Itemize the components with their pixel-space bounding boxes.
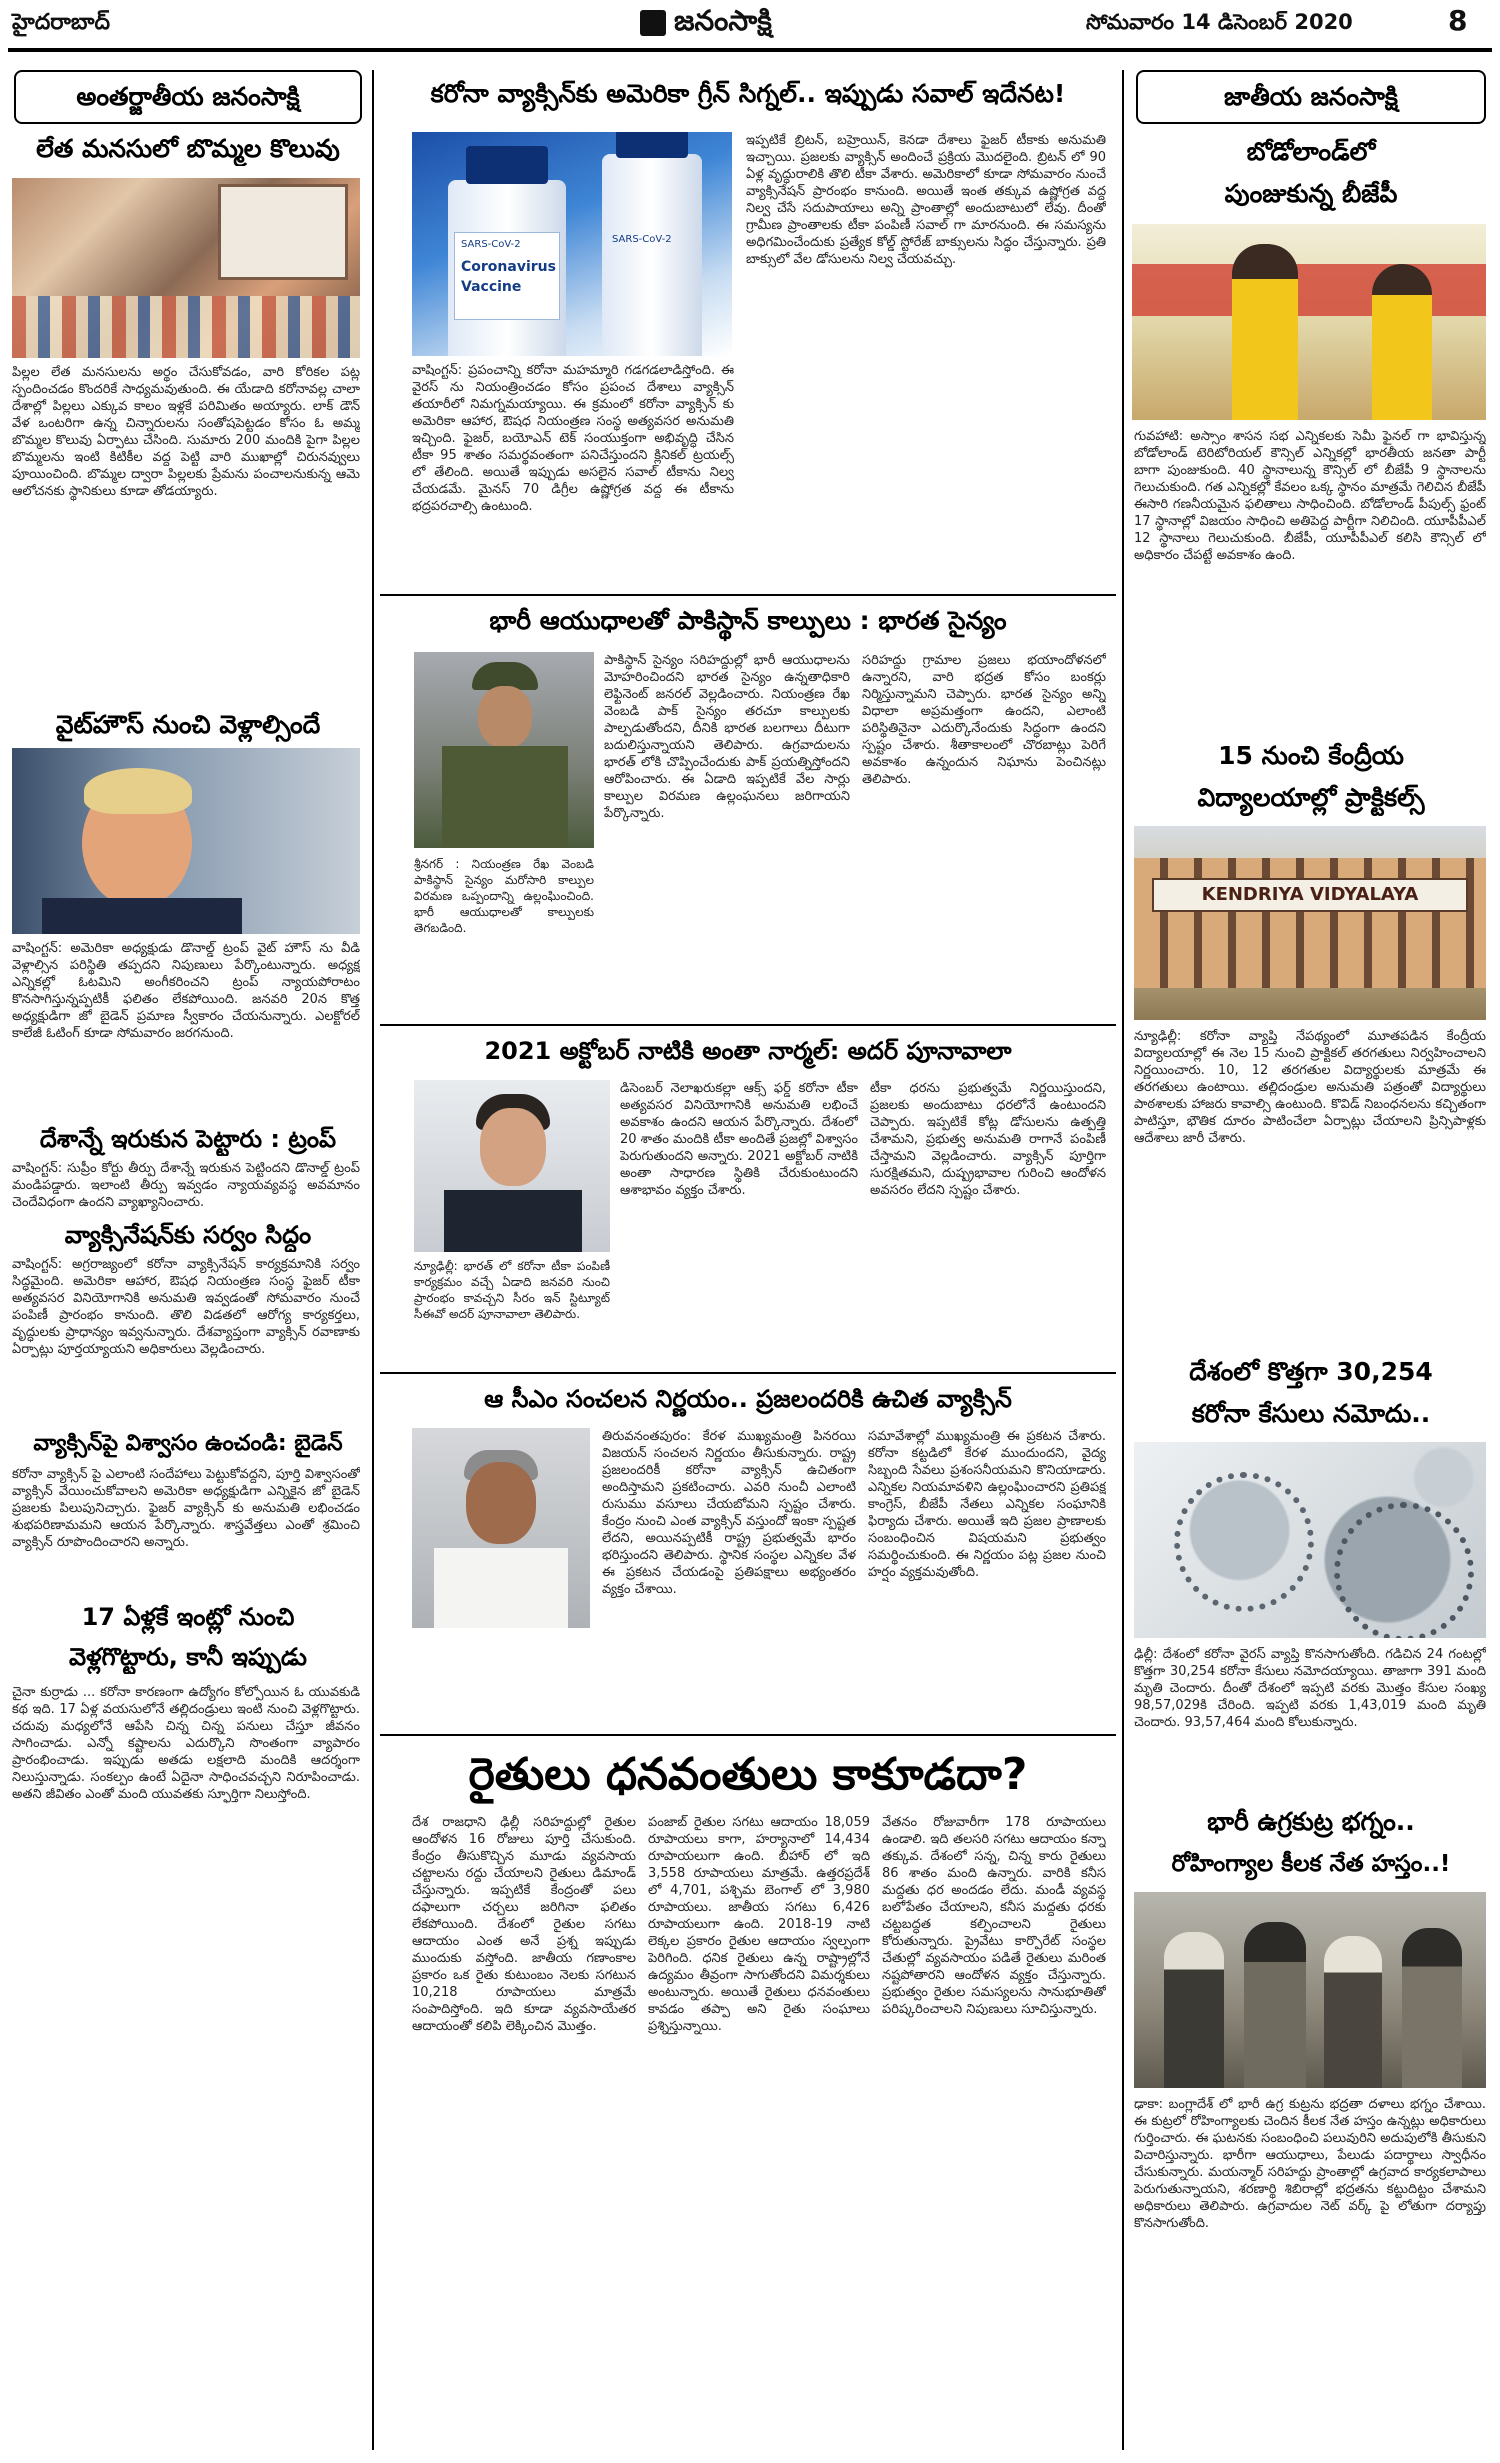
right-section-banner bbox=[1136, 70, 1486, 124]
whitehouse-body: వాషింగ్టన్: అమెరికా అధ్యక్షుడు డొనాల్డ్ ట్రంప్ వైట్ హౌస్ ను వీడి వెళ్లాల్సిన పరిస్థితి తప్పదని నిపుణులు పేర్కొంటున్నారు. అధ్యక్ష ఎన్నికల్లో ఓటమిని అంగీకరించని ట్రంప్ న్యాయపోరాటం కొనసాగిస్తున్నప్పటికీ ఫలితం లేకపోయింది. జనవరి 20న కొత్త అధ్యక్షుడిగా జో బైడెన్ ప్రమాణ స్వీకారం చేయనున్నారు. ఎలక్టోరల్ కాలేజీ ఓటింగ్ కూడా సోమవారం జరగనుంది. bbox=[12, 941, 360, 1041]
masthead-city: హైదరాబాద్ bbox=[12, 10, 110, 35]
trump-photo bbox=[12, 748, 360, 934]
home-body: చైనా కుర్రాడు ... కరోనా కారణంగా ఉద్యోగం కోల్పోయిన ఓ యువకుడి కథ ఇది. 17 ఏళ్ల వయసులోనే తల్లిదండ్రులు ఇంటి నుంచి వెళ్లగొట్టారు. చదువు మధ్యలోనే ఆపేసి చిన్న చిన్న పనులు చేస్తూ జీవనం సాగించాడు. ఎన్నో కష్టాలను ఎదుర్కొని సొంతంగా వ్యాపారం ప్రారంభించాడు. ఇప్పుడు అతడు లక్షలాది మందికి ఆదర్శంగా నిలుస్తున్నాడు. సంకల్పం ఉంటే ఏదైనా సాధించవచ్చని నిరూపించాడు. అతని జీవితం ఎంతో మంది యువతకు స్ఫూర్తిగా నిలుస్తోంది. bbox=[12, 1685, 360, 1802]
army-caption: శ్రీనగర్ : నియంత్రణ రేఖ వెంబడి పాకిస్థాన్ సైన్యం మరోసారి కాల్పుల విరమణ ఒప్పందాన్ని ఉల్లంఘించింది. భారీ ఆయుధాలతో కాల్పులకు తెగబడింది. bbox=[414, 857, 594, 935]
home-headline-line2: వెళ్లగొట్టారు, కానీ ఇప్పుడు bbox=[69, 1643, 307, 1671]
petrol-headline: దేశాన్నే ఇరుకున పెట్టారు : ట్రంప్ bbox=[39, 1125, 337, 1153]
kerala-body-a: తిరువనంతపురం: కేరళ ముఖ్యమంత్రి పినరయి విజయన్ సంచలన నిర్ణయం తీసుకున్నారు. రాష్ట్ర ప్రజలందరికీ కరోనా వ్యాక్సిన్ ఉచితంగా అందిస్తామని ప్రకటించారు. ఎవరి నుంచీ ఎలాంటి రుసుము వసూలు చేయబోమని స్పష్టం చేశారు. కేంద్రం నుంచి ఎంత వ్యాక్సిన్ వస్తుందో ఇంకా స్పష్టత లేదని, అయినప్పటికీ రాష్ట్ర ప్రభుత్వమే భారం భరిస్తుందని తెలిపారు. స్థానిక సంస్థల ఎన్నికల వేళ ఈ ప్రకటన చేయడంపై ప్రతిపక్షాలు అభ్యంతరం వ్యక్తం చేశాయి. bbox=[602, 1429, 856, 1597]
center-rule-3 bbox=[380, 1372, 1116, 1374]
poonawalla-caption: న్యూఢిల్లీ: భారత్ లో కరోనా టీకా పంపిణీ కార్యక్రమం వచ్చే ఏడాది జనవరి నుంచి ప్రారంభం కావచ్చని సీరం ఇన్ స్టిట్యూట్ సీఈవో అదర్ పూనావాలా తెలిపారు. bbox=[414, 1259, 610, 1321]
kerala-cm-photo bbox=[412, 1428, 590, 1628]
militant-3 bbox=[1324, 1936, 1382, 2088]
column-divider-right bbox=[1122, 70, 1124, 2450]
lead-body-right: ఇప్పటికే బ్రిటన్, బహ్రెయిన్, కెనడా దేశాలు ఫైజర్ టీకాకు అనుమతి ఇచ్చాయి. ప్రజలకు వ్యాక్సిన్ అందించే ప్రక్రియ మొదలైంది. బ్రిటన్ లో 90 ఏళ్ల వృద్ధురాలికి తొలి టీకా వేశారు. అమెరికాలో కూడా సోమవారం నుంచే వ్యాక్సినేషన్ ప్రారంభం కానుంది. అయితే ఇంత తక్కువ ఉష్ణోగ్రత వద్ద నిల్వ చేసే సదుపాయాలు అన్ని ప్రాంతాల్లో అందుబాటులో లేవు. దీంతో గ్రామీణ ప్రాంతాలకు టీకా పంపిణీ సవాల్ గా మారనుంది. ఈ సమస్యను అధిగమించేందుకు ప్రత్యేక కోల్డ్ స్టోరేజ్ బాక్సులను సిద్ధం చేస్తున్నారు. ప్రతి బాక్సులో వేల డోసులను నిల్వ చేయవచ్చు. bbox=[746, 133, 1106, 267]
vaccine-vial-right-cap bbox=[616, 132, 688, 158]
masthead-rule bbox=[8, 48, 1492, 52]
masthead-paper-name: జనంసాక్షి bbox=[674, 4, 772, 37]
virus-spike-cluster bbox=[1174, 1472, 1314, 1612]
officer-uniform bbox=[442, 746, 568, 848]
right-section-title: జాతీయ జనంసాక్షి bbox=[1224, 82, 1398, 111]
whitehouse-headline: వైట్‌హౌస్ నుంచి వెళ్లాల్సిందే bbox=[55, 710, 321, 739]
dolls-photo bbox=[12, 178, 360, 358]
farmers-body-b: పంజాబ్ రైతుల సగటు ఆదాయం 18,059 రూపాయలు కాగా, హర్యానాలో 14,434 రూపాయలుగా ఉంది. బీహార్ లో ఇది 3,558 రూపాయలు మాత్రమే. ఉత్తరప్రదేశ్ లో 4,701, పశ్చిమ బెంగాల్ లో 3,980 రూపాయలు. జాతీయ సగటు 6,426 రూపాయలుగా ఉంది. 2018-19 నాటి లెక్కల ప్రకారం రైతుల ఆదాయం స్వల్పంగా పెరిగింది. ధనిక రైతులు ఉన్న రాష్ట్రాల్లోనే ఉద్యమం తీవ్రంగా సాగుతోందని విమర్శకులు అంటున్నారు. అయితే రైతులు ధనవంతులు కావడం తప్పా అని రైతు సంఘాలు ప్రశ్నిస్తున్నాయి. bbox=[648, 1815, 870, 2034]
cases-headline-line1: దేశంలో కొత్తగా 30,254 bbox=[1189, 1357, 1433, 1386]
biden-headline: వ్యాక్సిన్‌పై విశ్వాసం ఉంచండి: బైడెన్ bbox=[33, 1431, 343, 1456]
cases-body: ఢిల్లీ: దేశంలో కరోనా వైరస్ వ్యాప్తి కొనసాగుతోంది. గడిచిన 24 గంటల్లో కొత్తగా 30,254 కరోనా కేసులు నమోదయ్యాయి. తాజాగా 391 మంది మృతి చెందారు. దీంతో దేశంలో ఇప్పటి వరకు మొత్తం కేసుల సంఖ్య 98,57,029కి చేరింది. ఇప్పటి వరకు 1,43,019 మంది మృతి చెందారు. 93,57,464 మంది కోలుకున్నారు. bbox=[1134, 1647, 1486, 1730]
army-body-b: సరిహద్దు గ్రామాల ప్రజలు భయాందోళనలో ఉన్నారని, వారి భద్రత కోసం బంకర్లు నిర్మిస్తున్నామని చెప్పారు. భారత సైన్యం అన్ని విధాలా అప్రమత్తంగా ఉందని, ఎలాంటి పరిస్థితినైనా ఎదుర్కొనేందుకు సిద్ధంగా ఉందని స్పష్టం చేశారు. శీతాకాలంలో చొరబాట్లు పెరిగే అవకాశం ఉన్నందున నిఘాను పెంచినట్లు తెలిపారు. bbox=[862, 653, 1106, 787]
column-divider-left bbox=[372, 70, 374, 2450]
farmers-body-a: దేశ రాజధాని ఢిల్లీ సరిహద్దుల్లో రైతుల ఆందోళన 16 రోజులు పూర్తి చేసుకుంది. కేంద్రం తీసుకొచ్చిన మూడు వ్యవసాయ చట్టాలను రద్దు చేయాలని రైతులు డిమాండ్ చేస్తున్నారు. ఇప్పటికే కేంద్రంతో పలు దఫాలుగా చర్చలు జరిగినా ఫలితం లేకపోయింది. దేశంలో రైతుల సగటు ఆదాయం ఎంత అనే ప్రశ్న ఇప్పుడు ముందుకు వస్తోంది. జాతీయ గణాంకాల ప్రకారం ఒక రైతు కుటుంబం నెలకు సగటున 10,218 రూపాయలు మాత్రమే సంపాదిస్తోంది. ఇది కూడా వ్యవసాయేతర ఆదాయంతో కలిపి లెక్కించిన మొత్తం. bbox=[412, 1815, 636, 2034]
kv-headline-line1: 15 నుంచి కేంద్రీయ bbox=[1218, 741, 1404, 770]
masthead bbox=[0, 0, 1500, 64]
poonawalla-body-a: డిసెంబర్ నెలాఖరుకల్లా ఆక్స్ ఫర్డ్ కరోనా టీకా అత్యవసర వినియోగానికి అనుమతి లభించే అవకాశం ఉందని ఆయన పేర్కొన్నారు. దేశంలో 20 శాతం మందికి టీకా అందితే ప్రజల్లో విశ్వాసం పెరుగుతుందని అన్నారు. 2021 అక్టోబర్ నాటికి అంతా సాధారణ స్థితికి చేరుకుంటుందని ఆశాభావం వ్యక్తం చేశారు. bbox=[620, 1081, 858, 1198]
militant-4 bbox=[1402, 1928, 1462, 2088]
vial-label-line1: SARS-CoV-2 bbox=[461, 239, 521, 250]
militant-2 bbox=[1244, 1922, 1306, 2088]
bodoland-photo bbox=[1132, 224, 1486, 420]
poonawalla-photo bbox=[414, 1080, 610, 1252]
poonawalla-headline: 2021 అక్టోబర్ నాటికి అంతా నార్మల్: అదర్ పూనావాలా bbox=[484, 1037, 1012, 1065]
poonawalla-body-b: టీకా ధరను ప్రభుత్వమే నిర్ణయిస్తుందని, ప్రజలకు అందుబాటు ధరలోనే ఉంటుందని చెప్పారు. ఇప్పటికే కోట్ల డోసులను ఉత్పత్తి చేశామని, ప్రభుత్వ అనుమతి రాగానే పంపిణీ చేస్తామని వెల్లడించారు. వ్యాక్సిన్ పూర్తిగా సురక్షితమని, దుష్ప్రభావాల గురించి ఆందోళన అవసరం లేదని స్పష్టం చేశారు. bbox=[870, 1081, 1106, 1198]
kerala-headline: ఆ సీఎం సంచలన నిర్ణయం.. ప్రజలందరికి ఉచిత వ్యాక్సిన్ bbox=[484, 1385, 1012, 1413]
home-headline-line1: 17 ఏళ్లకే ఇంట్లో నుంచి bbox=[81, 1603, 295, 1631]
masthead-logo bbox=[640, 2, 870, 46]
dolls-photo-window bbox=[218, 184, 348, 280]
farmers-body-c: వేతనం రోజువారీగా 178 రూపాయలు ఉండాలి. ఇది తలసరి సగటు ఆదాయం కన్నా తక్కువ. దేశంలో సన్న, చిన్న కారు రైతులు 86 శాతం మంది ఉన్నారు. వారికి కనీస మద్దతు ధర అందడం లేదు. మండీ వ్యవస్థ బలోపేతం చేయాలని, కనీస మద్దతు ధరకు చట్టబద్ధత కల్పించాలని రైతులు కోరుతున్నారు. ప్రైవేటు కార్పొరేట్ సంస్థల చేతుల్లో వ్యవసాయం పడితే రైతులు మరింత నష్టపోతారని ఆందోళన వ్యక్తం చేస్తున్నారు. ప్రభుత్వం రైతుల సమస్యలను సానుభూతితో పరిష్కరించాలని నిపుణులు సూచిస్తున్నారు. bbox=[882, 1815, 1106, 2017]
biden-body: కరోనా వ్యాక్సిన్ పై ఎలాంటి సందేహాలు పెట్టుకోవద్దని, పూర్తి విశ్వాసంతో వ్యాక్సిన్ వేయించుకోవాలని అమెరికా అధ్యక్షుడిగా ఎన్నికైన జో బైడెన్ ప్రజలకు పిలుపునిచ్చారు. ఫైజర్ వ్యాక్సిన్ కు అనుమతి లభించడం శుభపరిణామమని ఆయన పేర్కొన్నారు. శాస్త్రవేత్తలు ఎంతో శ్రమించి వ్యాక్సిన్ రూపొందించారని అన్నారు. bbox=[12, 1467, 360, 1550]
center-rule-1 bbox=[380, 594, 1116, 596]
vial-label-line3: Vaccine bbox=[461, 279, 522, 295]
dolls-body: పిల్లల లేత మనసులను అర్థం చేసుకోవడం, వారి కోరికల పట్ల స్పందించడం కొందరికే సాధ్యమవుతుంది. ఈ యేడాది కరోనావల్ల చాలా దేశాల్లో పిల్లలు ఎక్కువ కాలం ఇళ్లకే పరిమితం అయ్యారు. లాక్ డౌన్ వేళ ఒంటరిగా ఉన్న చిన్నారులను సంతోషపెట్టడం కోసం ఓ అమ్మ బొమ్మల కొలువు ఏర్పాటు చేసింది. సుమారు 200 మందికి పైగా పిల్లల బొమ్మలను ఇంటి కిటికీల వద్ద పెట్టి వారి ముఖాల్లో చిరునవ్వులు పూయించింది. బొమ్మల ద్వారా పిల్లలకు ప్రేమను పంచాలనుకున్న ఆమె ఆలోచనకు స్థానికులు కూడా తోడయ్యారు. bbox=[12, 365, 360, 499]
kv-photo bbox=[1134, 826, 1486, 1020]
rohingya-body: ఢాకా: బంగ్లాదేశ్ లో భారీ ఉగ్ర కుట్రను భద్రతా దళాలు భగ్నం చేశాయి. ఈ కుట్రలో రోహింగ్యాలకు చెందిన కీలక నేత హస్తం ఉన్నట్లు అధికారులు గుర్తించారు. ఈ ఘటనకు సంబంధించి పలువురిని అదుపులోకి తీసుకుని విచారిస్తున్నారు. భారీగా ఆయుధాలు, పేలుడు పదార్థాలు స్వాధీనం చేసుకున్నారు. మయన్మార్ సరిహద్దు ప్రాంతాల్లో ఉగ్రవాద కార్యకలాపాలు పెరుగుతున్నాయని, శరణార్థి శిబిరాల్లో భద్రతను కట్టుదిట్టం చేశామని అధికారులు తెలిపారు. ఉగ్రవాదుల నెట్ వర్క్ పై లోతుగా దర్యాప్తు కొనసాగుతోంది. bbox=[1134, 2097, 1486, 2231]
bodoland-banner-red bbox=[1132, 264, 1486, 316]
officer-face bbox=[478, 686, 532, 748]
bodoland-headline-line2: పుంజుకున్న బీజేపీ bbox=[1224, 179, 1398, 208]
army-headline: భారీ ఆయుధాలతో పాకిస్థాన్ కాల్పులు : భారత సైన్యం bbox=[489, 606, 1007, 635]
dolls-photo-shelf bbox=[12, 296, 360, 358]
trump-photo-suit bbox=[42, 898, 242, 934]
rohingya-headline-line1: భారీ ఉగ్రకుట్ర భగ్నం.. bbox=[1207, 1807, 1415, 1836]
kerala-cm-face bbox=[466, 1462, 536, 1544]
kv-headline-line2: విద్యాలయాల్లో ప్రాక్టికల్స్ bbox=[1197, 783, 1425, 812]
vaccine-photo bbox=[412, 132, 732, 356]
militant-1 bbox=[1164, 1932, 1224, 2088]
virus-spike-cluster-2 bbox=[1334, 1502, 1474, 1638]
center-rule-4 bbox=[380, 1734, 1116, 1736]
farmers-headline: రైతులు ధనవంతులు కాకూడదా? bbox=[468, 1749, 1028, 1800]
army-officer-photo bbox=[414, 652, 594, 848]
vaccine-vial-left bbox=[448, 180, 566, 356]
vial-label-line2: Coronavirus bbox=[461, 259, 556, 275]
cases-headline-line2: కరోనా కేసులు నమోదు.. bbox=[1191, 1399, 1431, 1428]
vaccination-headline: వ్యాక్సినేషన్‌కు సర్వం సిద్ధం bbox=[64, 1221, 312, 1249]
left-section-title: అంతర్జాతీయ జనంసాక్షి bbox=[76, 82, 300, 111]
bodoland-body: గువహాటి: అస్సాం శాసన సభ ఎన్నికలకు సెమీ ఫైనల్ గా భావిస్తున్న బోడోలాండ్ టెరిటోరియల్ కౌన్సిల్ ఎన్నికల్లో భారతీయ జనతా పార్టీ బాగా పుంజుకుంది. 40 స్థానాలున్న కౌన్సిల్ లో బీజేపీ 9 స్థానాలను గెలుచుకుంది. గత ఎన్నికల్లో కేవలం ఒక్క స్థానం మాత్రమే గెలిచిన బీజేపీ ఈసారి గణనీయమైన ఫలితాలు సాధించింది. బోడోలాండ్ పీపుల్స్ ఫ్రంట్ 17 స్థానాల్లో విజయం సాధించి అతిపెద్ద పార్టీగా నిలిచింది. యూపీపీఎల్ 12 స్థానాలు గెలుచుకుంది. బీజేపీ, యూపీపీఎల్ కలిసి కౌన్సిల్ లో అధికారం చేపట్టే అవకాశం ఉంది. bbox=[1134, 429, 1486, 563]
lead-headline: కరోనా వ్యాక్సిన్‌కు అమెరికా గ్రీన్ సిగ్నల్.. ఇప్పుడు సవాల్ ఇదేనట! bbox=[430, 79, 1066, 108]
kv-sign bbox=[1152, 878, 1468, 912]
kv-sign-text: KENDRIYA VIDYALAYA bbox=[1201, 884, 1419, 905]
kerala-cm-shirt bbox=[434, 1548, 568, 1628]
army-body-a: పాకిస్థాన్ సైన్యం సరిహద్దుల్లో భారీ ఆయుధాలను మోహరించిందని భారత సైన్యం ఉన్నతాధికారి లెఫ్టినెంట్ జనరల్ వెల్లడించారు. నియంత్రణ రేఖ వెంబడి పాక్ సైన్యం తరచూ కాల్పులకు పాల్పడుతోందని, దీనికి భారత బలగాలు దీటుగా బదులిస్తున్నాయని తెలిపారు. ఉగ్రవాదులను భారత్ లోకి చొప్పించేందుకు పాక్ ప్రయత్నిస్తోందని ఆరోపించారు. ఈ ఏడాది ఇప్పటికే వేల సార్లు కాల్పుల విరమణ ఉల్లంఘనలు జరిగాయని పేర్కొన్నారు. bbox=[604, 653, 850, 821]
kerala-body-b: సమావేశాల్లో ముఖ్యమంత్రి ఈ ప్రకటన చేశారు. కరోనా కట్టడిలో కేరళ ముందుందని, వైద్య సిబ్బంది సేవలు ప్రశంసనీయమని కొనియాడారు. ఎన్నికల నియమావళిని ఉల్లంఘించారని ప్రతిపక్ష కాంగ్రెస్, బీజేపీ నేతలు ఎన్నికల సంఘానికి ఫిర్యాదు చేశారు. అయితే ఇది ప్రజల ప్రాణాలకు సంబంధించిన విషయమని ప్రభుత్వం సమర్థించుకుంది. ఈ నిర్ణయం పట్ల ప్రజల నుంచి హర్షం వ్యక్తమవుతోంది. bbox=[868, 1429, 1106, 1580]
masthead-page-number: 8 bbox=[1448, 4, 1468, 37]
vaccination-body: వాషింగ్టన్: అగ్రరాజ్యంలో కరోనా వ్యాక్సినేషన్ కార్యక్రమానికి సర్వం సిద్ధమైంది. అమెరికా ఆహార, ఔషధ నియంత్రణ సంస్థ ఫైజర్ టీకా అత్యవసర వినియోగానికి అనుమతి ఇవ్వడంతో సోమవారం నుంచే పంపిణీ ప్రారంభం కానుంది. తొలి విడతలో ఆరోగ్య కార్యకర్తలు, వృద్ధులకు ప్రాధాన్యం ఇవ్వనున్నారు. దేశవ్యాప్తంగా వ్యాక్సిన్ రవాణాకు ఏర్పాట్లు పూర్తయ్యాయని అధికారులు వెల్లడించారు. bbox=[12, 1257, 360, 1357]
vaccine-vial-left-cap bbox=[466, 146, 548, 184]
vial-right-label: SARS-CoV-2 bbox=[612, 234, 672, 245]
left-section-banner bbox=[14, 70, 362, 124]
vaccine-vial-right bbox=[602, 154, 702, 356]
poonawalla-suit bbox=[444, 1190, 582, 1252]
vaccine-vial-left-label bbox=[454, 232, 560, 320]
trump-photo-hair bbox=[84, 768, 192, 814]
center-rule-2 bbox=[380, 1024, 1116, 1026]
logo-emblem-icon bbox=[640, 10, 666, 36]
petrol-body: వాషింగ్టన్: సుప్రీం కోర్టు తీర్పు దేశాన్నే ఇరుకున పెట్టిందని డొనాల్డ్ ట్రంప్ మండిపడ్డారు. ఇలాంటి తీర్పు ఇవ్వడం న్యాయవ్యవస్థ అవమానం చెందేవిధంగా ఉందని వ్యాఖ్యానించారు. bbox=[12, 1161, 360, 1210]
poonawalla-face bbox=[480, 1108, 546, 1186]
rohingya-headline-line2: రోహింగ్యాల కీలక నేత హస్తం..! bbox=[1171, 1851, 1451, 1877]
virus-photo bbox=[1134, 1442, 1486, 1638]
masthead-date: సోమవారం 14 డిసెంబర్ 2020 bbox=[1086, 10, 1353, 34]
kv-body: న్యూఢిల్లీ: కరోనా వ్యాప్తి నేపథ్యంలో మూతపడిన కేంద్రీయ విద్యాలయాల్లో ఈ నెల 15 నుంచి ప్రాక్టికల్ తరగతులు నిర్వహించాలని నిర్ణయించారు. 10, 12 తరగతుల విద్యార్థులకు మాత్రమే ఈ తరగతులు ఉంటాయి. తల్లిదండ్రుల అనుమతి పత్రంతో విద్యార్థులు పాఠశాలకు హాజరు కావాల్సి ఉంటుంది. కొవిడ్ నిబంధనలను కచ్చితంగా పాటిస్తూ, భౌతిక దూరం పాటించేలా ఏర్పాట్లు చేయాలని ప్రిన్సిపాళ్లకు ఆదేశాలు జారీ చేశారు. bbox=[1134, 1029, 1486, 1146]
bodoland-leader-left bbox=[1232, 244, 1298, 420]
lead-body-left: వాషింగ్టన్: ప్రపంచాన్ని కరోనా మహమ్మారి గడగడలాడిస్తోంది. ఈ వైరస్ ను నియంత్రించడం కోసం ప్రపంచ దేశాలు వ్యాక్సిన్ తయారీలో నిమగ్నమయ్యాయి. ఈ క్రమంలో కరోనా వ్యాక్సిన్ కు అమెరికా ఆహార, ఔషధ నియంత్రణ సంస్థ అత్యవసర అనుమతి ఇచ్చింది. ఫైజర్, బయోఎన్ టెక్ సంయుక్తంగా అభివృద్ధి చేసిన టీకా 95 శాతం సమర్థవంతంగా పనిచేస్తుందని క్లినికల్ ట్రయల్స్ లో తేలింది. అయితే ఇప్పుడు అసలైన సవాల్ టీకాను నిల్వ చేయడమే. మైనస్ 70 డిగ్రీల ఉష్ణోగ్రత వద్ద ఈ టీకాను భద్రపరచాల్సి ఉంటుంది. bbox=[412, 363, 734, 514]
rohingya-photo bbox=[1134, 1892, 1486, 2088]
bodoland-headline-line1: బోడోలాండ్‌లో bbox=[1246, 137, 1376, 166]
dolls-headline: లేత మనసులో బొమ్మల కొలువు bbox=[36, 134, 340, 163]
bodoland-leader-right bbox=[1372, 264, 1432, 420]
